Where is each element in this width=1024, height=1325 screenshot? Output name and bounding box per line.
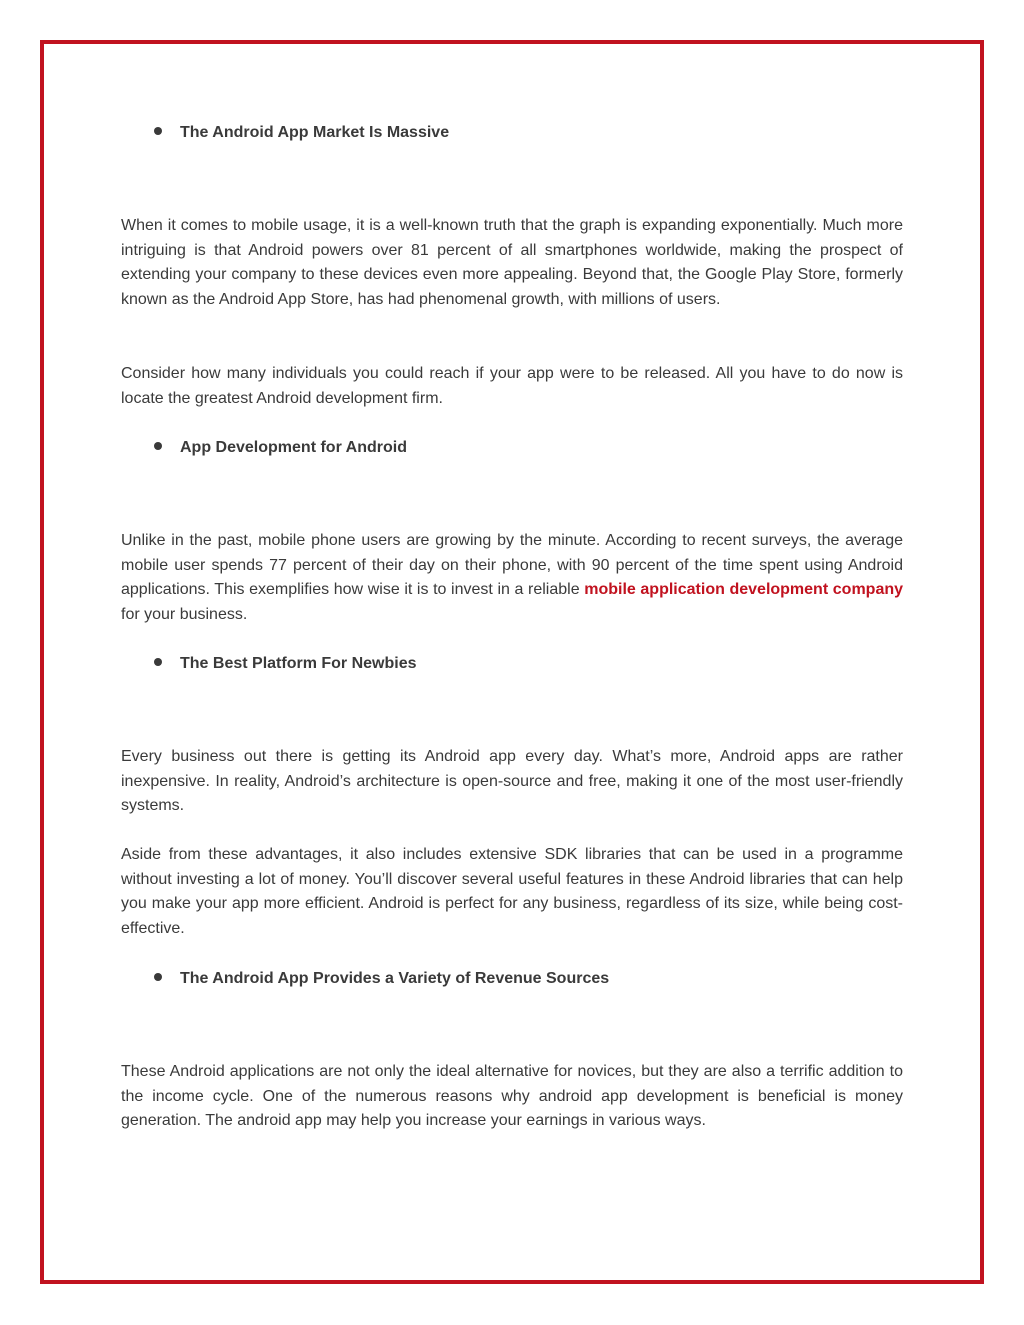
mobile-app-development-link[interactable]: mobile application development company	[584, 581, 904, 598]
bullet-dot-icon	[154, 442, 162, 450]
section-heading-best-platform	[121, 652, 417, 676]
heading-text: The Best Platform For Newbies	[180, 655, 417, 672]
paragraph-text: Unlike in the past, mobile phone users are growing by the minute. According to recent surveys, the average mobile user spends 77 percent of their day on their phone, with 90 percent of the time spent using Android applications. This exemplifies how wise it is to invest in a reliable	[121, 532, 903, 598]
heading-text: The Android App Market Is Massive	[180, 124, 450, 141]
paragraph-sdk-libraries: Aside from these advantages, it also includes extensive SDK libraries that can be used in a programme without investing a lot of money. You’ll discover several useful features in these Android libraries that can help you make your app more efficient. Android is perfect for any business, regardless of its size, while being cost-effective.	[121, 846, 903, 937]
paragraph-revenue: These Android applications are not only the ideal alternative for novices, but they are also a terrific addition to the income cycle. One of the numerous reasons why android app development is beneficial is money generation. The android app may help you increase your earnings in various ways.	[121, 1063, 903, 1129]
bullet-dot-icon	[154, 658, 162, 666]
bullet-dot-icon	[154, 127, 162, 135]
section-heading-revenue-sources	[121, 967, 609, 991]
heading-text: The Android App Provides a Variety of Revenue Sources	[180, 970, 610, 987]
paragraph-market-reach: Consider how many individuals you could reach if your app were to be released. All you have to do now is locate the greatest Android development firm.	[121, 365, 903, 407]
section-heading-app-development	[121, 436, 407, 460]
paragraph-text: for your business.	[121, 605, 248, 623]
paragraph-market-usage: When it comes to mobile usage, it is a well-known truth that the graph is expanding exponentially. Much more intriguing is that Android powers over 81 percent of all smartphones worldwide, making the prospect of extending your company to these devices even more appealing. Beyond that, the Google Play Store, formerly known as the Android App Store, has had phenomenal growth, with millions of users.	[121, 217, 903, 308]
heading-text: App Development for Android	[180, 439, 407, 456]
bullet-dot-icon	[154, 973, 162, 981]
paragraph-every-business: Every business out there is getting its Android app every day. What’s more, Android apps are rather inexpensive. In reality, Android’s architecture is open-source and free, making it one of the most user-friendly systems.	[121, 748, 903, 814]
paragraph-mobile-users	[121, 529, 903, 627]
section-heading-market	[121, 121, 449, 145]
